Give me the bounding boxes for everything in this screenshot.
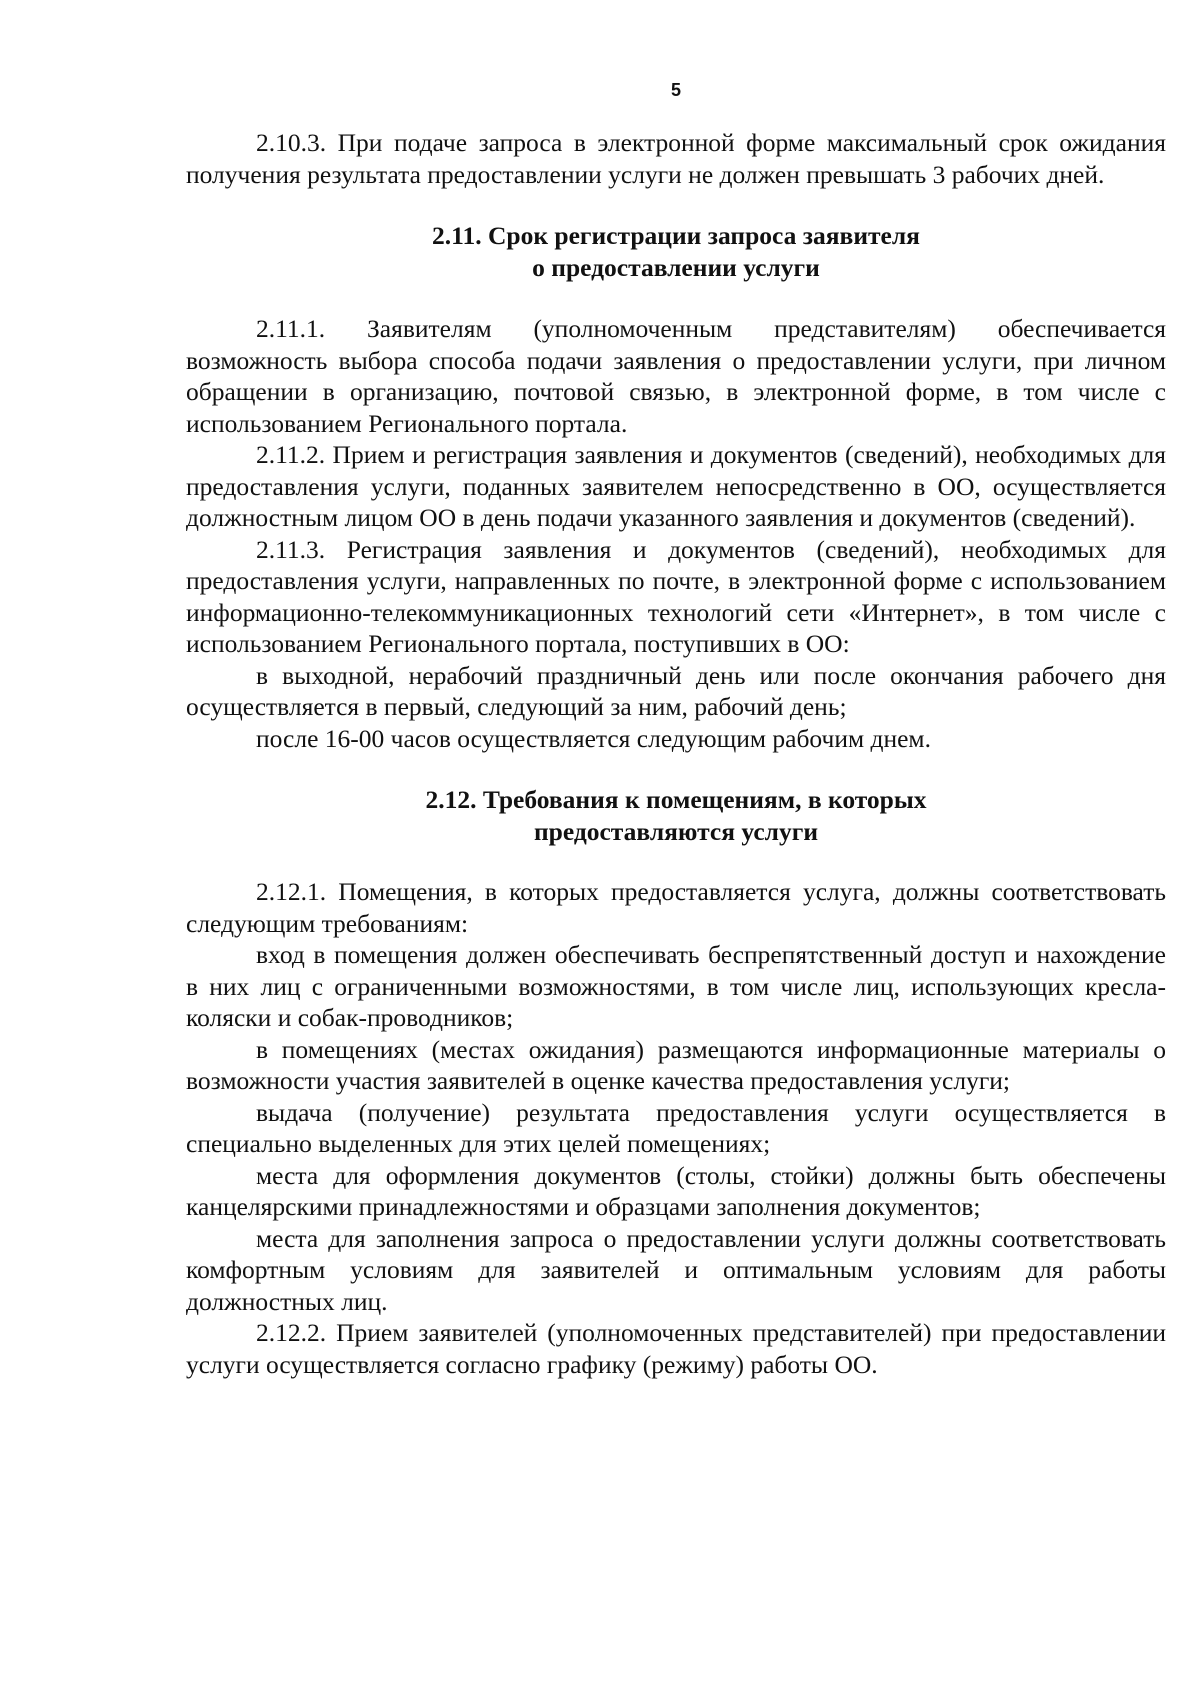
document-body <box>186 127 1166 1380</box>
paragraph-2-11-3: 2.11.3. Регистрация заявления и документов (сведений), необходимых для предоставления услуги, направленных по почте, в электронной форме с использованием информационно-телекоммуникационных технологий сети «Интернет», в том числе с использованием Регионального портала, поступивших в ОО: <box>186 534 1166 658</box>
paragraph-2-11-3-after-hours: после 16-00 часов осуществляется следующим рабочим днем. <box>256 723 931 753</box>
section-2-11-heading <box>186 220 1166 284</box>
paragraph-2-12-1: 2.12.1. Помещения, в которых предоставляется услуга, должны соответствовать следующим требованиям: <box>186 877 1166 938</box>
paragraph-2-11-1: 2.11.1. Заявителям (уполномоченным представителям) обеспечивается возможность выбора способа подачи заявления о предоставлении услуги, при личном обращении в организацию, почтовой связью, в электронной форме, в том числе с использованием Регионального портала. <box>186 314 1166 438</box>
section-2-11-title-line1: 2.11. Срок регистрации запроса заявителя <box>432 221 920 250</box>
section-2-11-title-line2: о предоставлении услуги <box>532 253 820 282</box>
paragraph-2-10-3: 2.10.3. При подаче запроса в электронной форме максимальный срок ожидания получения результата предоставлении услуги не должен превышать 3 рабочих дней. <box>186 128 1166 189</box>
paragraph-2-12-1-request-places: места для заполнения запроса о предоставлении услуги должны соответствовать комфортным условиям для заявителей и оптимальным условиям для работы должностных лиц. <box>186 1223 1166 1316</box>
paragraph-2-11-2: 2.11.2. Прием и регистрация заявления и документов (сведений), необходимых для предоставления услуги, поданных заявителем непосредственно в ОО, осуществляется должностным лицом ОО в день подачи указанного заявления и документов (сведений). <box>186 440 1166 532</box>
paragraph-2-11-3-weekend: в выходной, нерабочий праздничный день или после окончания рабочего дня осуществляется в первый, следующий за ним, рабочий день; <box>186 660 1166 721</box>
section-2-12-title-line2: предоставляются услуги <box>533 817 819 846</box>
paragraph-2-12-1-info-materials: в помещениях (местах ожидания) размещаются информационные материалы о возможности участия заявителей в оценке качества предоставления услуги; <box>186 1034 1166 1095</box>
paragraph-2-12-2: 2.12.2. Прием заявителей (уполномоченных представителей) при предоставлении услуги осуществляется согласно графику (режиму) работы ОО. <box>186 1318 1166 1379</box>
paragraph-2-12-1-entrance: вход в помещения должен обеспечивать беспрепятственный доступ и нахождение в них лиц с ограниченными возможностями, в том числе лиц, использующих кресла-коляски и собак-проводников; <box>186 940 1166 1032</box>
page-number: 5 <box>670 80 681 100</box>
paragraph-2-12-1-document-places: места для оформления документов (столы, стойки) должны быть обеспечены канцелярскими принадлежностями и образцами заполнения документов; <box>186 1160 1166 1221</box>
paragraph-2-12-1-result-issue: выдача (получение) результата предоставления услуги осуществляется в специально выделенных для этих целей помещениях; <box>186 1097 1166 1158</box>
section-2-12-title-line1: 2.12. Требования к помещениям, в которых <box>425 785 927 814</box>
section-2-12-heading <box>186 784 1166 848</box>
